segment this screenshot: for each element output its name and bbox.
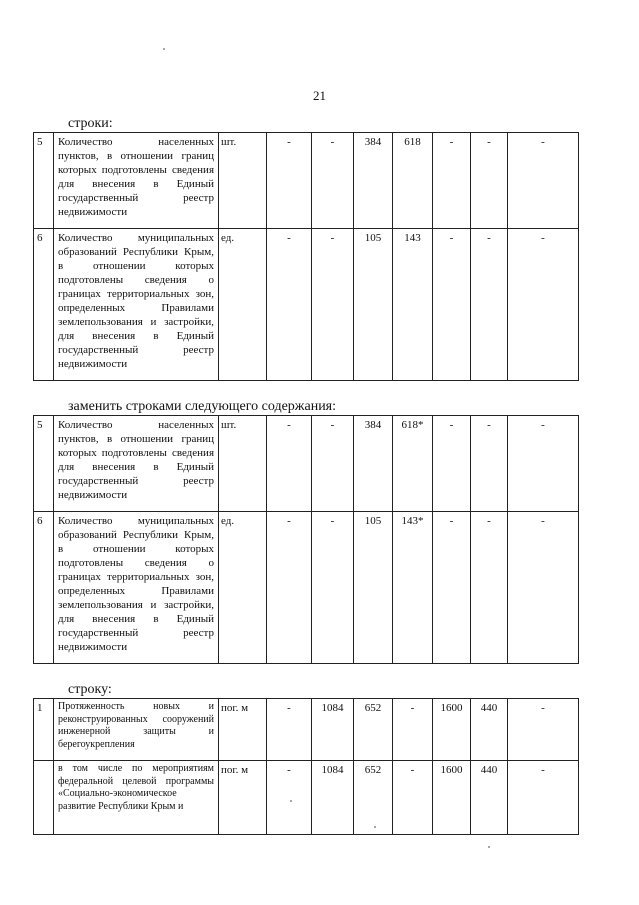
row-description: Количество населенных пунктов, в отношении границ которых подготовлены сведения для внесения в Единый государственный реестр недвижимости xyxy=(54,133,219,229)
scan-speck xyxy=(290,800,292,802)
row-unit: ед. xyxy=(219,229,267,381)
section-heading-rows: строки: xyxy=(68,116,113,131)
row-unit: шт. xyxy=(219,133,267,229)
table-row xyxy=(34,229,579,381)
scan-speck xyxy=(163,48,165,50)
row-number: 1 xyxy=(34,699,54,761)
row-number: 5 xyxy=(34,133,54,229)
scan-speck xyxy=(488,846,490,848)
row-value: - xyxy=(433,512,471,664)
replacement-rows-table xyxy=(33,415,579,664)
row-value: - xyxy=(508,699,579,761)
row-value: - xyxy=(393,761,433,835)
row-value: 384 xyxy=(354,416,393,512)
row-value: 105 xyxy=(354,512,393,664)
row-description: Количество муниципальных образований Республики Крым, в отношении которых подготовлены сведения о границах территориальных зон, определенных Правилами землепользования и застройки, для внесения в Единый государственный реестр недвижимости xyxy=(54,229,219,381)
source-row-table xyxy=(33,698,579,835)
row-value: - xyxy=(508,761,579,835)
row-description: Количество населенных пунктов, в отношении границ которых подготовлены сведения для внесения в Единый государственный реестр недвижимости xyxy=(54,416,219,512)
row-unit: ед. xyxy=(219,512,267,664)
row-description: Протяженность новых и реконструированных сооружений инженерной защиты и берегоукрепления xyxy=(54,699,219,761)
row-number xyxy=(34,761,54,835)
row-value: 618* xyxy=(393,416,433,512)
row-value: - xyxy=(433,229,471,381)
row-value: 440 xyxy=(471,761,508,835)
row-value: - xyxy=(267,416,312,512)
row-value: - xyxy=(471,512,508,664)
row-description: в том числе по мероприятиям федеральной целевой программы «Социально-экономическое развитие Республики Крым и xyxy=(54,761,219,835)
row-value: - xyxy=(267,512,312,664)
row-value: 1084 xyxy=(312,761,354,835)
row-value: - xyxy=(508,133,579,229)
row-value: - xyxy=(508,416,579,512)
row-value: - xyxy=(312,512,354,664)
table-row xyxy=(34,761,579,835)
row-number: 6 xyxy=(34,229,54,381)
original-rows-table xyxy=(33,132,579,381)
row-value: 143 xyxy=(393,229,433,381)
row-description: Количество муниципальных образований Республики Крым, в отношении которых подготовлены сведения о границах территориальных зон, определенных Правилами землепользования и застройки, для внесения в Единый государственный реестр недвижимости xyxy=(54,512,219,664)
row-value: 1600 xyxy=(433,761,471,835)
page-number: 21 xyxy=(313,88,326,103)
row-value: 1084 xyxy=(312,699,354,761)
row-value: - xyxy=(471,133,508,229)
row-value: 384 xyxy=(354,133,393,229)
row-value: - xyxy=(471,229,508,381)
row-value: - xyxy=(267,699,312,761)
table-row xyxy=(34,512,579,664)
section-heading-row: строку: xyxy=(68,682,112,697)
row-value: 440 xyxy=(471,699,508,761)
row-value: - xyxy=(312,133,354,229)
row-number: 6 xyxy=(34,512,54,664)
row-value: - xyxy=(393,699,433,761)
scan-speck xyxy=(374,826,376,828)
row-value: - xyxy=(508,512,579,664)
row-value: 618 xyxy=(393,133,433,229)
table-row xyxy=(34,416,579,512)
row-value: 1600 xyxy=(433,699,471,761)
row-value: - xyxy=(312,416,354,512)
row-value: - xyxy=(471,416,508,512)
row-value: 652 xyxy=(354,699,393,761)
table-row xyxy=(34,133,579,229)
row-value: - xyxy=(267,761,312,835)
row-value: 105 xyxy=(354,229,393,381)
row-unit: шт. xyxy=(219,416,267,512)
row-value: - xyxy=(508,229,579,381)
table-row xyxy=(34,699,579,761)
row-value: - xyxy=(433,133,471,229)
row-number: 5 xyxy=(34,416,54,512)
row-unit: пог. м xyxy=(219,699,267,761)
section-heading-replace: заменить строками следующего содержания: xyxy=(68,399,337,414)
row-value: - xyxy=(267,229,312,381)
row-value: 652 xyxy=(354,761,393,835)
row-unit: пог. м xyxy=(219,761,267,835)
row-value: - xyxy=(312,229,354,381)
row-value: - xyxy=(267,133,312,229)
row-value: 143* xyxy=(393,512,433,664)
row-value: - xyxy=(433,416,471,512)
